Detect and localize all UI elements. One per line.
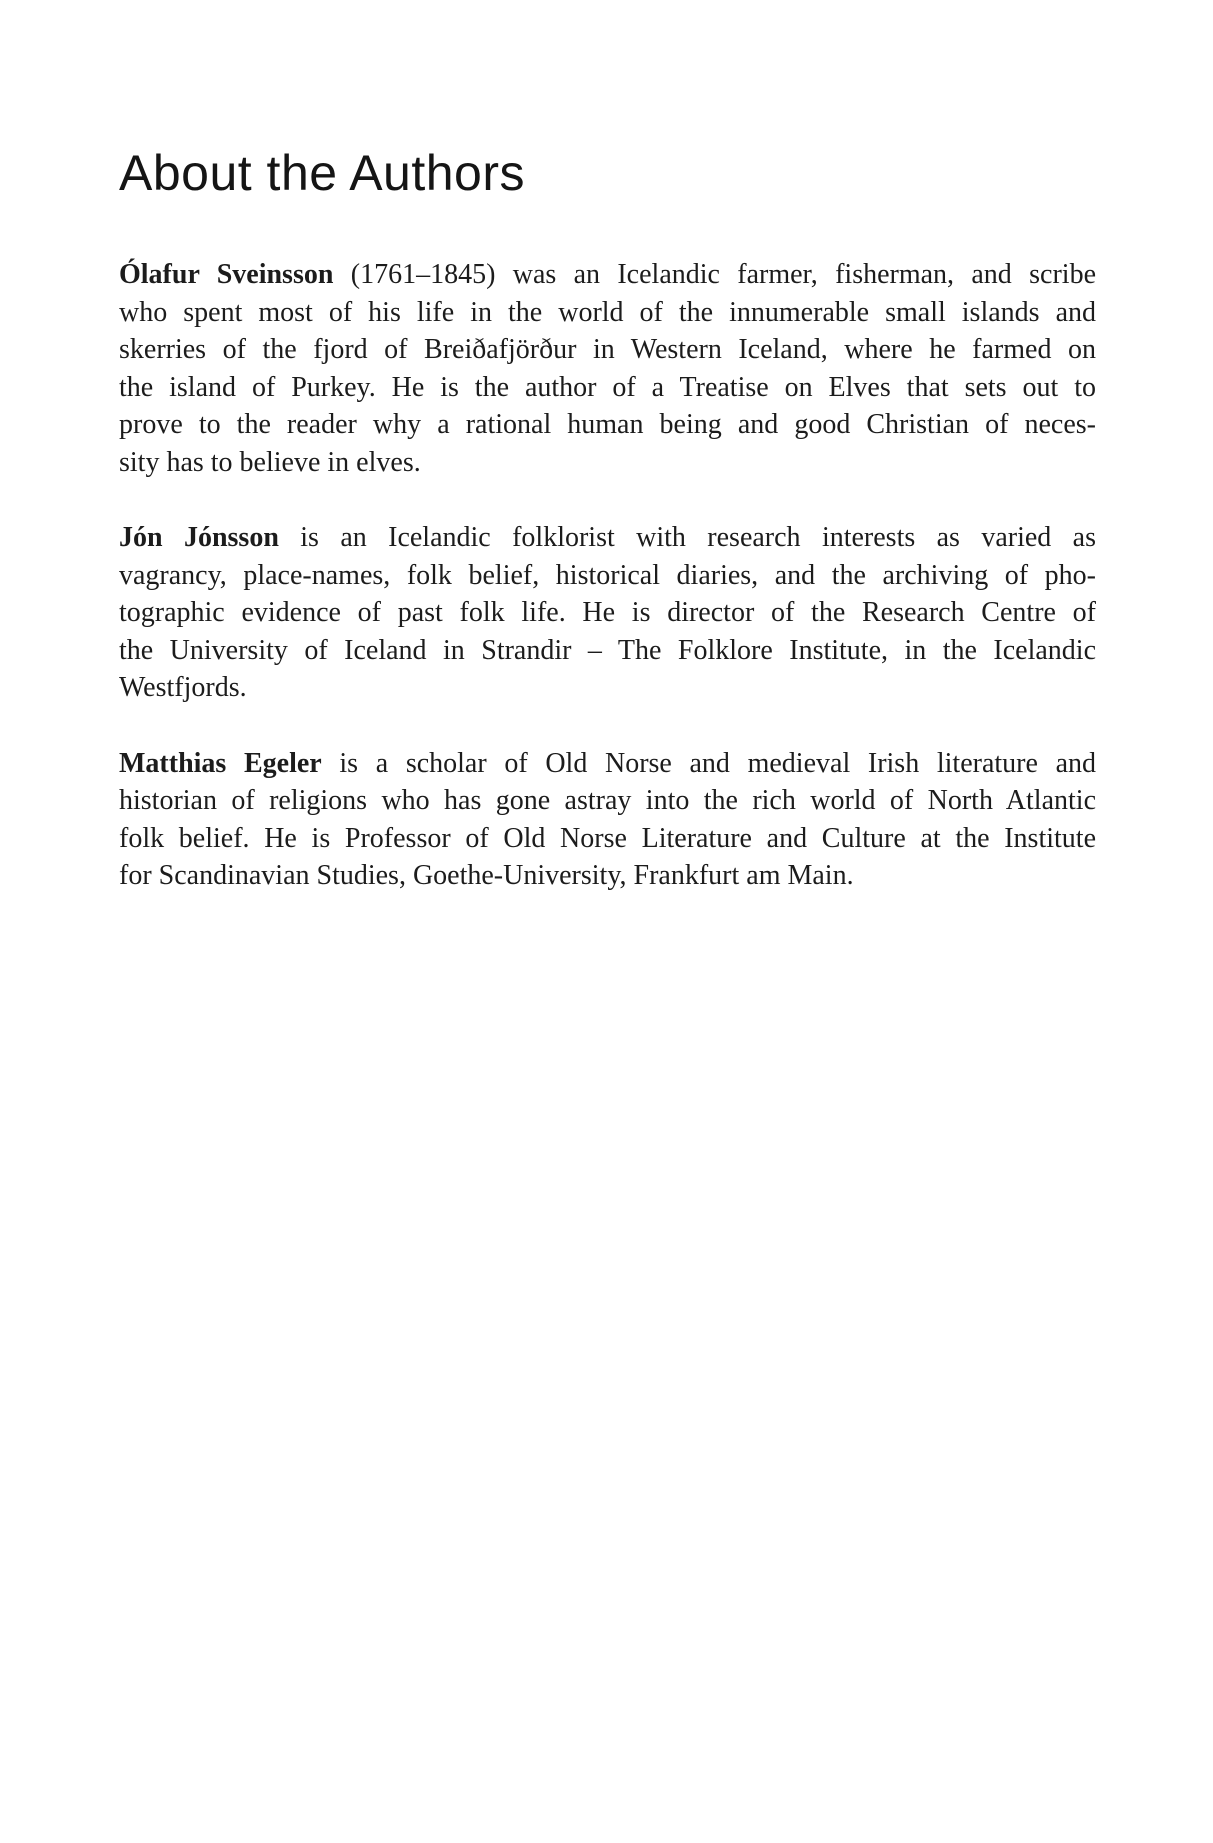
text-line-rest: is an Icelandic folklorist with research interests as varied as [278,522,1096,553]
text-line: for Scandinavian Studies, Goethe-University, Frankfurt am Main. [119,860,854,891]
text-line: the island of Purkey. He is the author of a Treatise on Elves that sets out to [119,371,1096,403]
text-line: skerries of the fjord of Breiðafjörður in Western Iceland, where he farmed on [119,334,1096,365]
text-line: folk belief. He is Professor of Old Norse Literature and Culture at the Institute [119,822,1096,854]
text-line [119,519,1096,557]
text-line: the University of Iceland in Strandir – The Folklore Institute, in the Icelandic [119,634,1096,666]
text-line: vagrancy, place-names, folk belief, historical diaries, and the archiving of pho- [119,559,1096,591]
text-line [119,745,1096,783]
author-bio-olafur-sveinsson [119,256,1096,481]
text-line: prove to the reader why a rational human being and good Christian of neces- [119,409,1096,440]
text-line: who spent most of his life in the world of the innumerable small islands and [119,296,1096,328]
text-line: sity has to believe in elves. [119,446,421,478]
text-line [119,256,1096,294]
author-name: Matthias Egeler [119,747,322,779]
page-content [119,256,1096,933]
author-name: Jón Jónsson [119,522,279,553]
author-bio-matthias-egeler [119,745,1096,895]
page-title: About the Authors [119,145,526,201]
text-line: tographic evidence of past folk life. He is director of the Research Centre of [119,597,1096,628]
author-name: Ólafur Sveinsson [119,259,334,290]
text-line: Westfjords. [119,672,247,703]
text-line-rest: is a scholar of Old Norse and medieval Irish literature and [321,747,1096,779]
text-line-rest: (1761–1845) was an Icelandic farmer, fisherman, and scribe [333,259,1096,290]
text-line: historian of religions who has gone astray into the rich world of North Atlantic [119,785,1096,816]
author-bio-jon-jonsson [119,519,1096,707]
